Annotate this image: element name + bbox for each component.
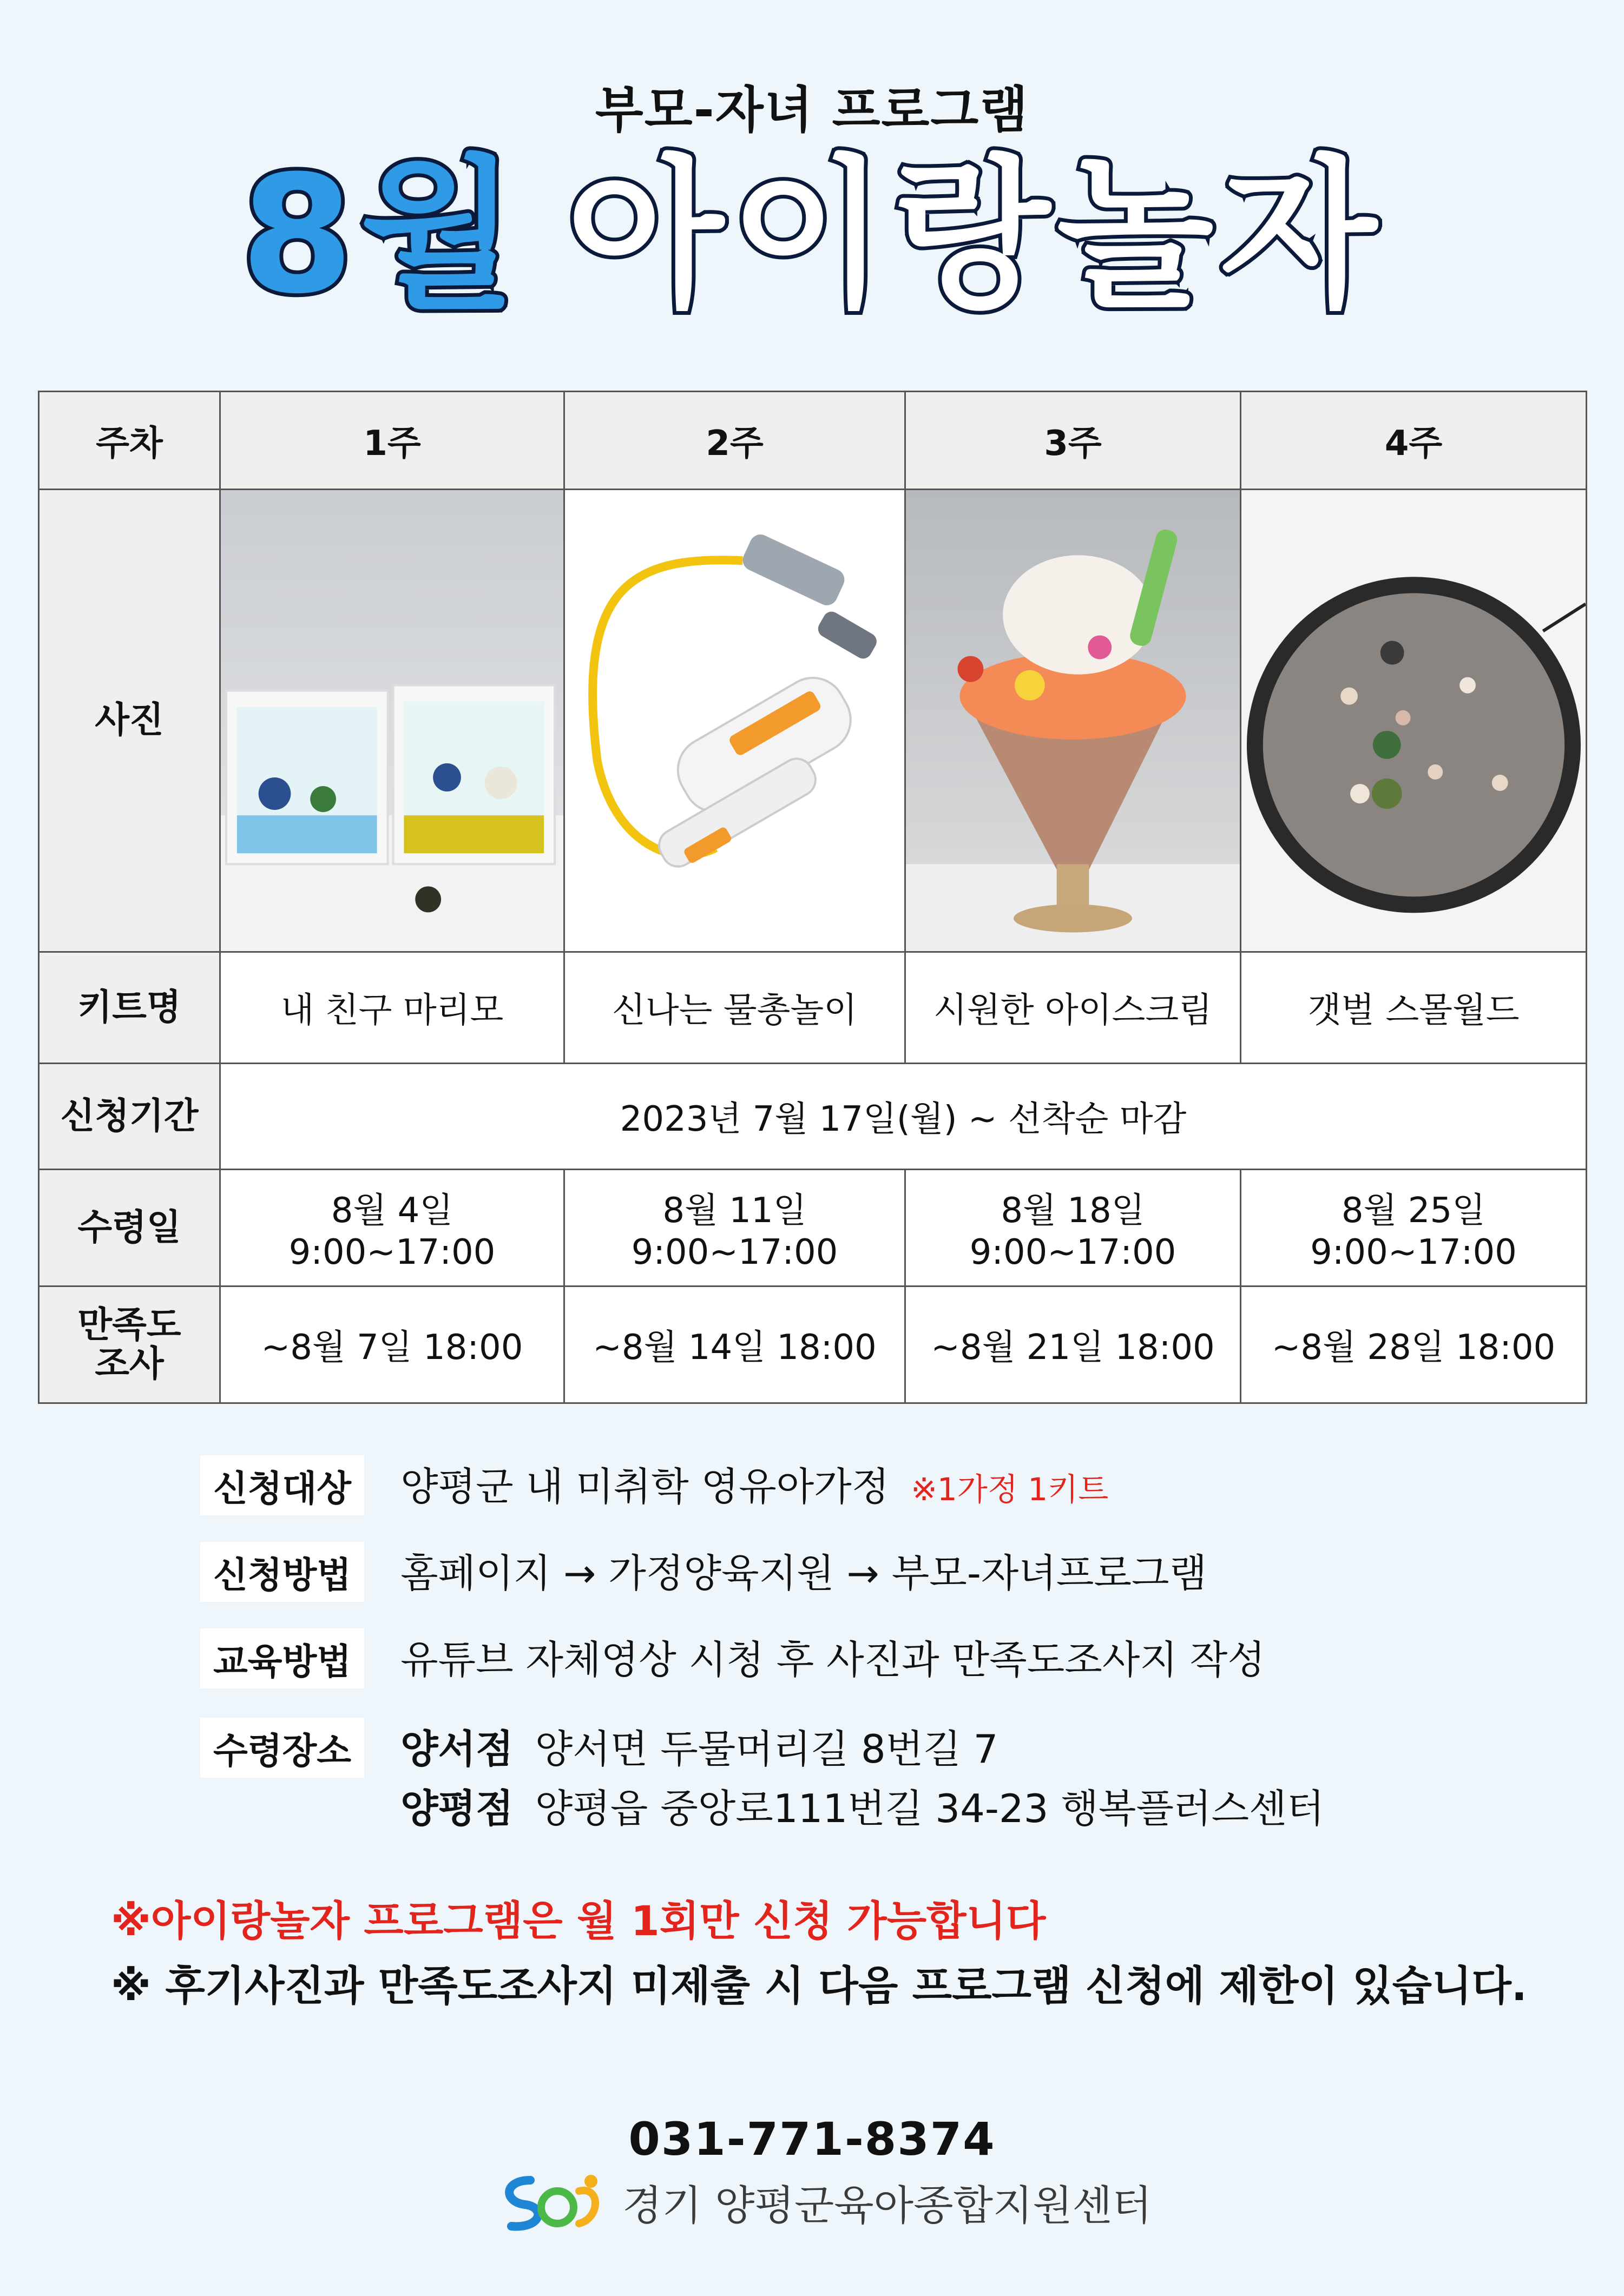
org-name: 경기 양평군육아종합지원센터 <box>622 2181 1152 2229</box>
kit-name-3: 시원한 아이스크림 <box>905 952 1241 1063</box>
pickup-cell-1 <box>220 1169 564 1286</box>
program-title <box>0 141 1624 329</box>
target-value: 양평군 내 미취학 영유아가정 <box>400 1464 890 1509</box>
footer-org <box>498 2169 1152 2234</box>
center-logo-icon <box>498 2169 606 2234</box>
program-subtitle: 부모-자녀 프로그램 <box>595 81 1029 139</box>
kit-name-2: 신나는 물총놀이 <box>564 952 905 1063</box>
method-value: 홈페이지 → 가정양육지원 → 부모-자녀프로그램 <box>400 1551 1207 1596</box>
survey-deadline-3: ~8월 21일 18:00 <box>905 1286 1241 1403</box>
survey-deadline-4: ~8월 28일 18:00 <box>1241 1286 1587 1403</box>
application-period: 2023년 7월 17일(월) ~ 선착순 마감 <box>220 1063 1587 1169</box>
edu-label: 교육방법 <box>200 1628 364 1688</box>
photo-marimo <box>220 489 564 952</box>
method-label: 신청방법 <box>200 1542 364 1602</box>
water-gun-image <box>565 490 904 951</box>
place1-addr: 양서면 두물머리길 8번길 7 <box>535 1726 998 1772</box>
survey-deadline-2: ~8월 14일 18:00 <box>564 1286 905 1403</box>
photo-ice-cream <box>905 489 1241 952</box>
notice-submission: ※ 후기사진과 만족도조사지 미제출 시 다음 프로그램 신청에 제한이 있습니다. <box>111 1962 1527 2010</box>
edu-value: 유튜브 자체영상 시청 후 사진과 만족도조사지 작성 <box>400 1637 1265 1683</box>
title-month: 8월 <box>240 141 524 329</box>
marimo-aquarium-image <box>221 490 563 951</box>
photo-water-gun <box>564 489 905 952</box>
period-row <box>39 1063 1587 1169</box>
place1-name: 양서점 <box>400 1726 514 1772</box>
pickup-cell-3 <box>905 1169 1241 1286</box>
photo-mudflat <box>1241 489 1587 952</box>
pickup-cell-4 <box>1241 1169 1587 1286</box>
pickup-date-3: 8월 18일 <box>1001 1191 1145 1231</box>
header-week: 주차 <box>39 392 220 490</box>
kit-name-4: 갯벌 스몰월드 <box>1241 952 1587 1063</box>
target-value-wrap <box>400 1455 1108 1512</box>
ice-cream-image <box>906 490 1240 951</box>
kit-row <box>39 952 1587 1063</box>
row-label-period: 신청기간 <box>39 1063 220 1169</box>
survey-deadline-1: ~8월 7일 18:00 <box>220 1286 564 1403</box>
schedule-table <box>38 391 1587 1404</box>
notice-once-per-month: ※아이랑놀자 프로그램은 월 1회만 신청 가능합니다 <box>111 1897 1046 1945</box>
pickup-time-4: 9:00~17:00 <box>1310 1232 1517 1273</box>
pickup-date-4: 8월 25일 <box>1341 1191 1486 1231</box>
row-label-survey <box>39 1286 220 1403</box>
pickup-time-1: 9:00~17:00 <box>288 1232 496 1273</box>
place-label: 수령장소 <box>200 1718 364 1778</box>
pickup-time-3: 9:00~17:00 <box>969 1232 1176 1273</box>
row-label-kit: 키트명 <box>39 952 220 1063</box>
pickup-date-2: 8월 11일 <box>662 1191 807 1231</box>
mudflat-image <box>1241 490 1586 951</box>
table-header-row <box>39 392 1587 490</box>
target-note: ※1가정 1키트 <box>911 1471 1109 1508</box>
title-name: 아이랑놀자 <box>567 141 1384 329</box>
survey-row <box>39 1286 1587 1403</box>
header-week-1: 1주 <box>220 392 564 490</box>
header-week-4: 4주 <box>1241 392 1587 490</box>
place-line-1 <box>400 1718 998 1774</box>
pickup-date-1: 8월 4일 <box>331 1191 453 1231</box>
header-week-2: 2주 <box>564 392 905 490</box>
pickup-cell-2 <box>564 1169 905 1286</box>
header-week-3: 3주 <box>905 392 1241 490</box>
place2-addr: 양평읍 중앙로111번길 34-23 행복플러스센터 <box>535 1786 1325 1831</box>
survey-label-line2: 조사 <box>95 1343 164 1385</box>
photo-row <box>39 489 1587 952</box>
kit-name-1: 내 친구 마리모 <box>220 952 564 1063</box>
place2-name: 양평점 <box>400 1786 514 1831</box>
contact-phone: 031-771-8374 <box>628 2113 996 2166</box>
row-label-pickup: 수령일 <box>39 1169 220 1286</box>
place-line-2 <box>400 1777 1324 1833</box>
row-label-photo: 사진 <box>39 489 220 952</box>
target-label: 신청대상 <box>200 1455 364 1515</box>
pickup-row <box>39 1169 1587 1286</box>
pickup-time-2: 9:00~17:00 <box>631 1232 838 1273</box>
survey-label-line1: 만족도 <box>77 1303 181 1345</box>
